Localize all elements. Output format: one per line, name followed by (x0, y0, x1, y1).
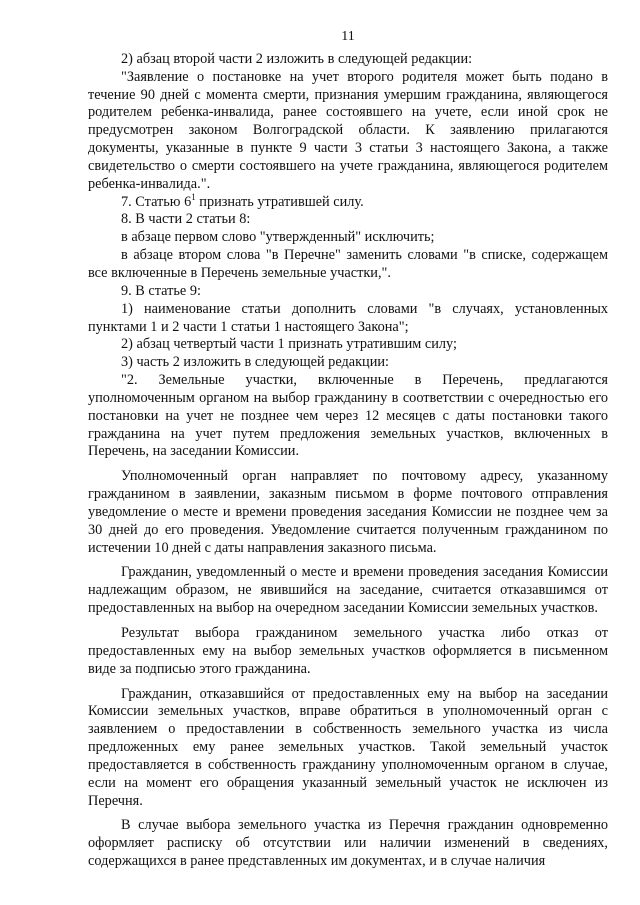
paragraph-text: "2. Земельные участки, включенные в Перечень, предлагаются уполномоченным органом на выбор гражданину в соответствии с очередностью его постановки на учет не позднее чем через 12 месяцев с даты постановки такого гражданина на учет путем предложения земельных участков, включенных в Перечень, на заседании Комиссии. (88, 372, 608, 460)
paragraph-text: Результат выбора гражданином земельного участка либо отказ от предоставленных ему на выбор земельных участков оформляется в письменном виде за подписью этого гражданина. (88, 625, 608, 677)
paragraph (88, 625, 608, 679)
paragraph (88, 372, 608, 461)
page-number: 11 (341, 29, 355, 44)
paragraph-text: 7. Статью 6 (121, 193, 192, 210)
document-page (88, 28, 608, 871)
paragraph (88, 301, 608, 337)
paragraph (88, 686, 608, 811)
paragraph-text: Уполномоченный орган направляет по почтовому адресу, указанному гражданином в заявлении, заказным письмом в форме почтового отправления уведомление о месте и времени проведения заседания Комиссии не позднее чем за 30 дней до его проведения. Уведомление считается полученным гражданином по истечении 10 дней с даты направления заказного письма. (88, 468, 608, 556)
paragraph-text: Гражданин, уведомленный о месте и времени проведения заседания Комиссии надлежащим образом, не явившийся на заседание, считается отказавшимся от предоставленных на выбор на очередном заседании Комиссии земельных участков. (88, 564, 608, 617)
paragraph-text: 8. В части 2 статьи 8: (121, 211, 251, 228)
paragraph-text: в абзаце первом слово "утвержденный" исключить; (121, 229, 435, 246)
paragraph-text: Гражданин, отказавшийся от предоставленных ему на выбор на заседании Комиссии земельных участков, вправе обратиться в уполномоченный орган с заявлением о предоставлении в собственность земельного участка из числа предложенных ему ранее земельных участков. Такой земельный участок предоставляется в собственность гражданину уполномоченным органом в случае, если на момент его обращения указанный земельный участок не исключен из Перечня. (88, 685, 608, 809)
paragraph (88, 336, 608, 354)
paragraph (88, 69, 608, 194)
paragraph (88, 283, 608, 301)
paragraph (88, 191, 608, 212)
paragraph (88, 354, 608, 372)
paragraph-text: 2) абзац четвертый части 1 признать утратившим силу; (121, 336, 457, 353)
paragraph-text: 3) часть 2 изложить в следующей редакции: (121, 354, 389, 371)
paragraph (88, 229, 608, 247)
paragraph (88, 211, 608, 229)
paragraph-text: 2) абзац второй части 2 изложить в следующей редакции: (121, 50, 473, 67)
paragraph (88, 51, 608, 69)
paragraph-text: в абзаце втором слова "в Перечне" заменить словами "в списке, содержащем все включенные в Перечень земельные участки,". (88, 247, 608, 281)
paragraph (88, 817, 608, 871)
paragraph (88, 564, 608, 618)
paragraph (88, 468, 608, 557)
superscript: 1 (191, 191, 196, 202)
document-body (88, 51, 608, 871)
paragraph-text: 9. В статье 9: (121, 282, 201, 299)
paragraph-text: В случае выбора земельного участка из Перечня гражданин одновременно оформляет расписку об отсутствии или наличии изменений в сведениях, содержащихся в ранее представленных им документах, и в случае наличия (88, 817, 608, 870)
paragraph (88, 247, 608, 283)
paragraph-text: 1) наименование статьи дополнить словами "в случаях, установленных пунктами 1 и 2 части 1 статьи 1 настоящего Закона"; (88, 300, 608, 335)
paragraph-tail: признать утратившей силу. (195, 193, 364, 210)
paragraph-text: "Заявление о постановке на учет второго родителя может быть подано в течение 90 дней с момента смерти, признания умершим гражданина, являющегося родителем ребенка-инвалида, ранее состоявшего на учете, если иной срок не предусмотрен законом Волгоградской области. К заявлению прилагаются документы, указанные в пункте 9 части 3 статьи 3 настоящего Закона, а также свидетельство о смерти состоявшего на учете гражданина, являющегося родителем ребенка-инвалида.". (88, 68, 608, 192)
